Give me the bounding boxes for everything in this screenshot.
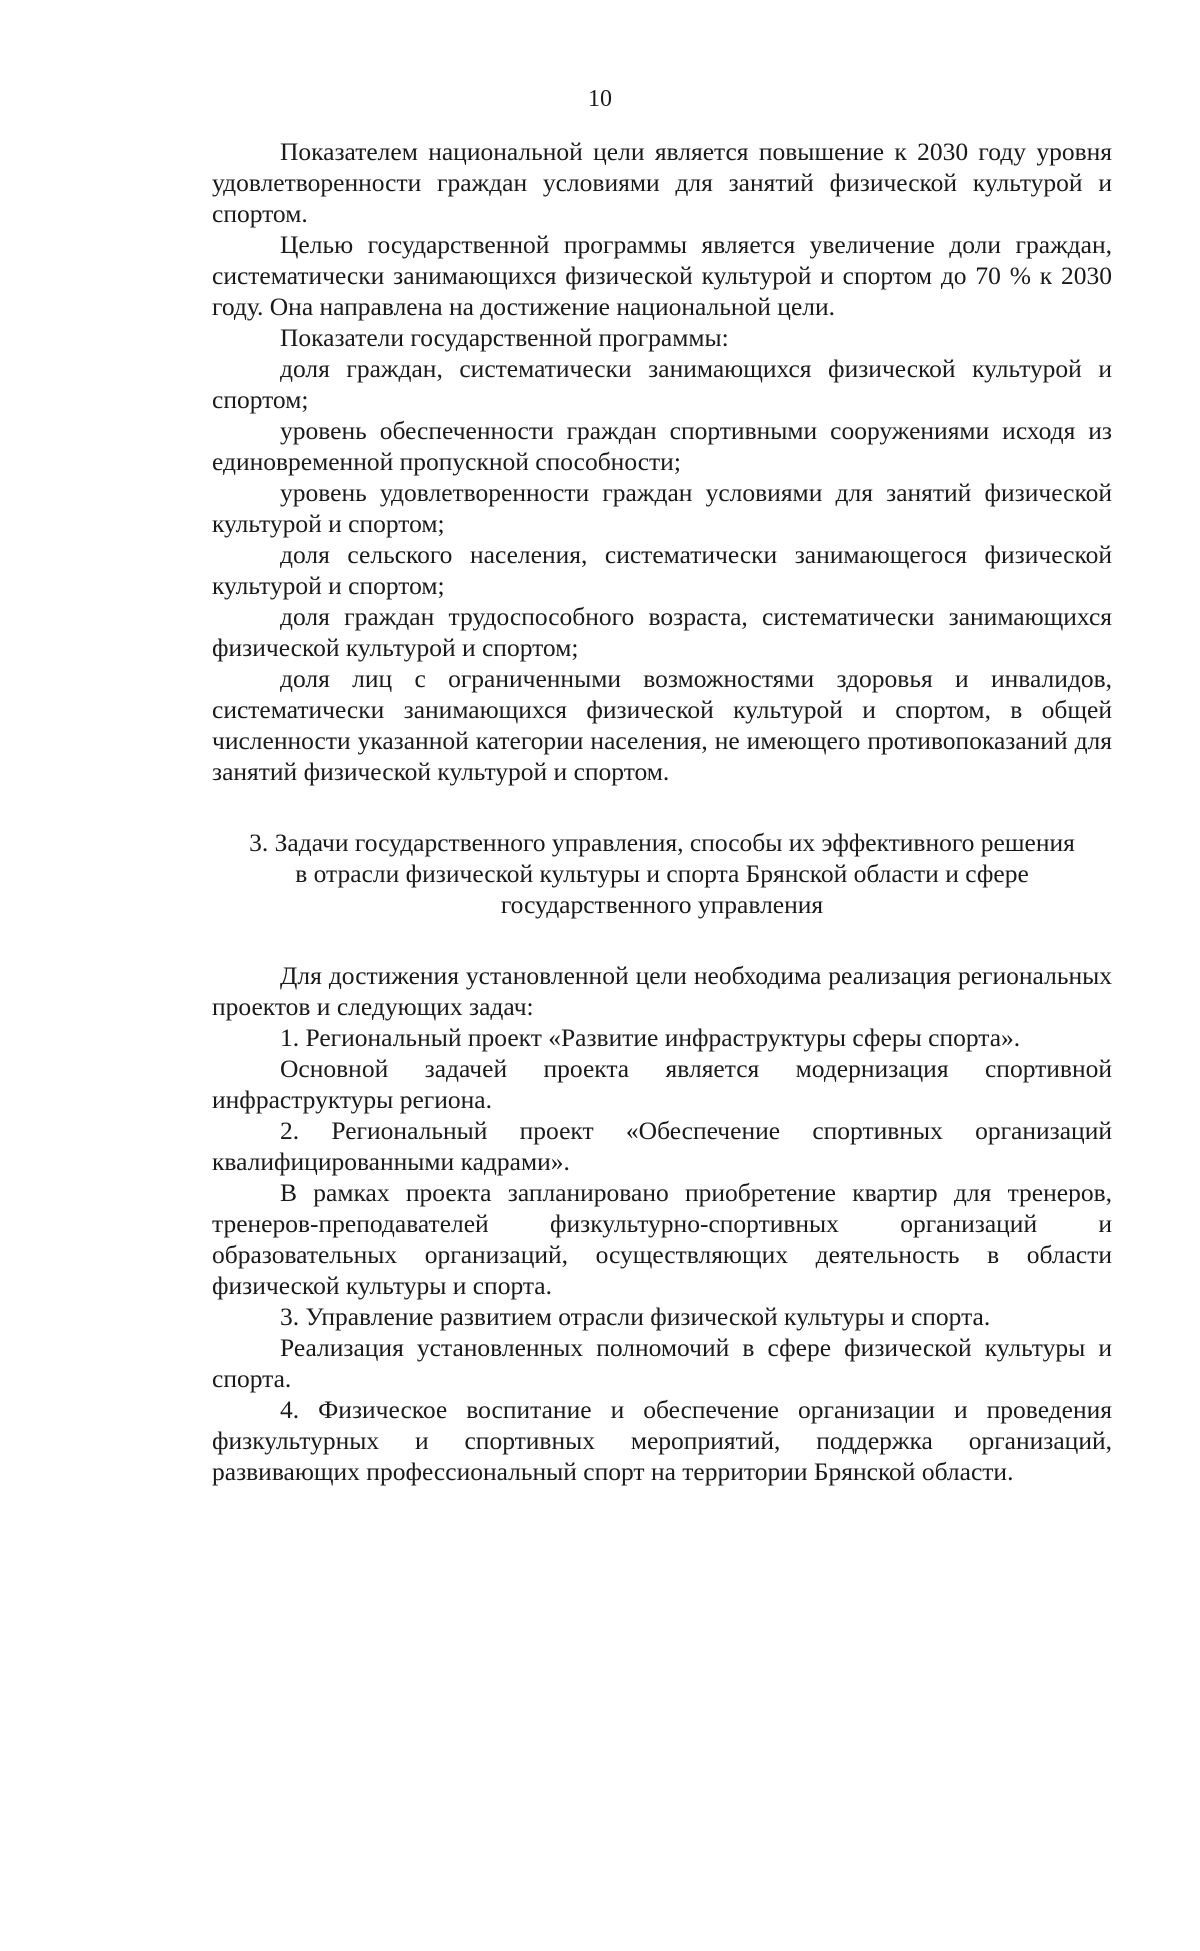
document-body <box>212 136 1112 1487</box>
paragraph-national-goal-indicator: Показателем национальной цели является повышение к 2030 году уровня удовлетворенности граждан условиями для занятий физической культурой и спортом. <box>212 137 1112 228</box>
task-description-3: Реализация установленных полномочий в сфере физической культуры и спорта. <box>212 1333 1112 1393</box>
page-number: 10 <box>588 86 612 112</box>
paragraph-program-goal: Целью государственной программы является увеличение доли граждан, систематически занимающихся физической культурой и спортом до 70 % к 2030 году. Она направлена на достижение национальной цели. <box>212 230 1112 321</box>
list-item-indicator: уровень обеспеченности граждан спортивными сооружениями исходя из единовременной пропускной способности; <box>212 416 1112 476</box>
task-item-2: 2. Региональный проект «Обеспечение спортивных организаций квалифицированными кадрами». <box>212 1116 1112 1176</box>
section-heading <box>212 827 1112 920</box>
task-item-1: 1. Региональный проект «Развитие инфраструктуры сферы спорта». <box>280 1023 1021 1052</box>
list-item-indicator: доля лиц с ограниченными возможностями здоровья и инвалидов, систематически занимающихся физической культурой и спортом, в общей численности указанной категории населения, не имеющего противопоказаний для занятий физической культурой и спортом. <box>212 664 1112 786</box>
task-description-1: Основной задачей проекта является модернизация спортивной инфраструктуры региона. <box>212 1054 1112 1114</box>
task-item-4: 4. Физическое воспитание и обеспечение организации и проведения физкультурных и спортивных мероприятий, поддержка организаций, развивающих профессиональный спорт на территории Брянской области. <box>212 1395 1112 1486</box>
list-item-indicator: доля сельского населения, систематически занимающегося физической культурой и спортом; <box>212 540 1112 600</box>
task-description-2: В рамках проекта запланировано приобретение квартир для тренеров, тренеров-преподавателей физкультурно-спортивных организаций и образовательных организаций, осуществляющих деятельность в области физической культуры и спорта. <box>212 1178 1112 1300</box>
paragraph-tasks-intro: Для достижения установленной цели необходима реализация региональных проектов и следующих задач: <box>212 961 1112 1021</box>
section-heading-line: в отрасли физической культуры и спорта Брянской области и сфере <box>295 859 1029 888</box>
section-heading-line: 3. Задачи государственного управления, способы их эффективного решения <box>249 828 1075 857</box>
list-item-indicator: доля граждан трудоспособного возраста, систематически занимающихся физической культурой и спортом; <box>212 602 1112 662</box>
paragraph-program-indicators-title: Показатели государственной программы: <box>280 323 729 352</box>
list-item-indicator: доля граждан, систематически занимающихся физической культурой и спортом; <box>212 354 1112 414</box>
list-item-indicator: уровень удовлетворенности граждан условиями для занятий физической культурой и спортом; <box>212 478 1112 538</box>
task-item-3: 3. Управление развитием отрасли физической культуры и спорта. <box>280 1302 991 1331</box>
section-heading-line: государственного управления <box>500 890 824 919</box>
